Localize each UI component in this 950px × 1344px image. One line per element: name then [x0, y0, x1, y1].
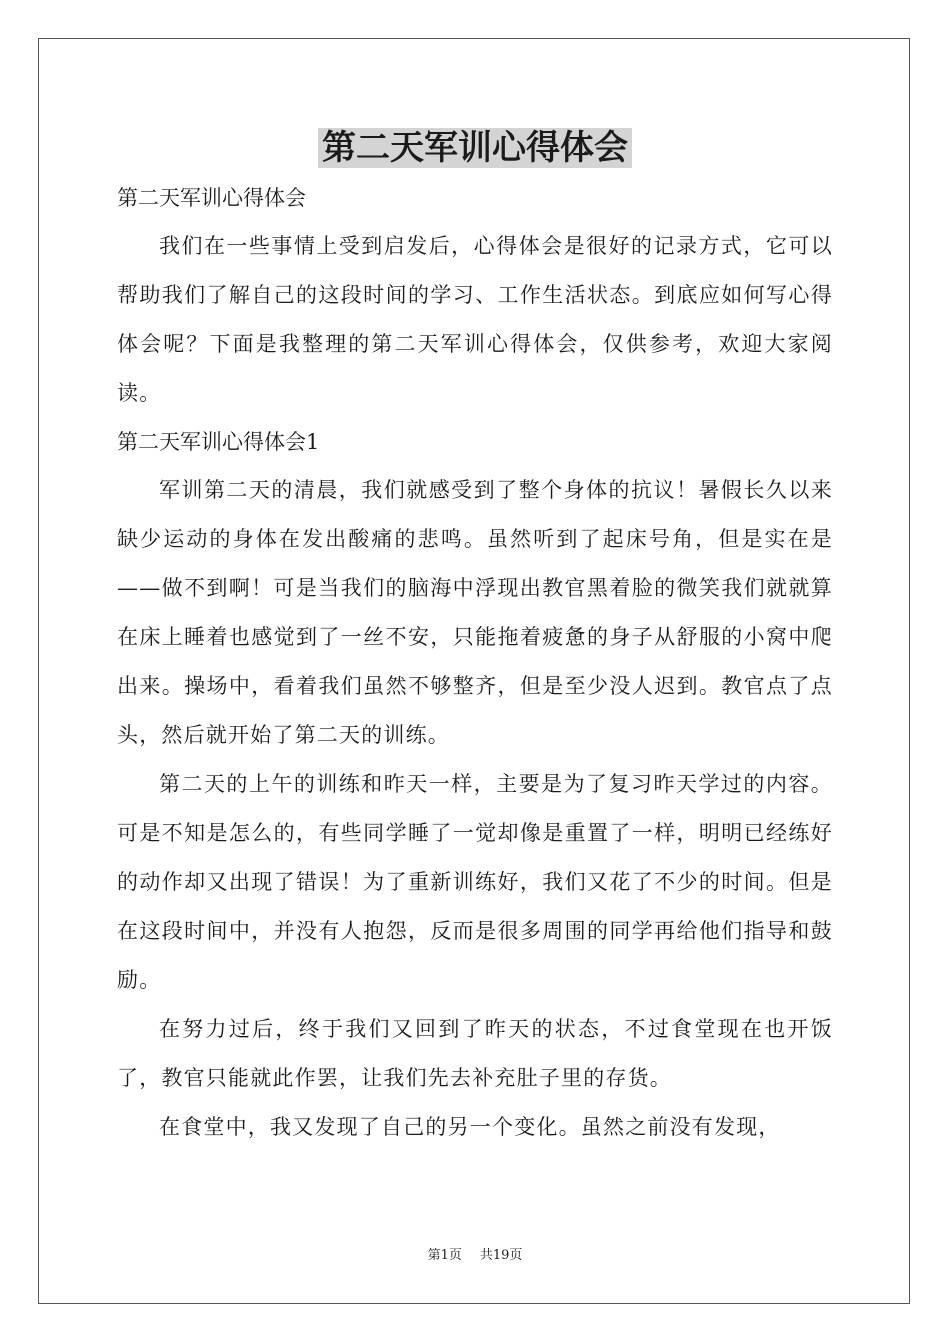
page-number: 第1页 [427, 1248, 462, 1263]
page-footer [0, 1247, 950, 1265]
document-title [0, 122, 950, 174]
intro-paragraph: 我们在一些事情上受到启发后，心得体会是很好的记录方式，它可以帮助我们了解自己的这段时间的学习、工作生活状态。到底应如何写心得体会呢？下面是我整理的第二天军训心得体会，仅供参考，欢迎大家阅读。 [117, 234, 833, 405]
document-title-text: 第二天军训心得体会 [318, 128, 632, 168]
body-paragraph-3: 在努力过后，终于我们又回到了昨天的状态，不过食堂现在也开饭了，教官只能就此作罢，让我们先去补充肚子里的存货。 [117, 1017, 833, 1090]
body-paragraph-2: 第二天的上午的训练和昨天一样，主要是为了复习昨天学过的内容。可是不知是怎么的，有些同学睡了一觉却像是重置了一样，明明已经练好的动作却又出现了错误！为了重新训练好，我们又花了不少的时间。但是在这段时间中，并没有人抱怨，反而是很多周围的同学再给他们指导和鼓励。 [117, 772, 833, 992]
section-heading: 第二天军训心得体会1 [117, 430, 320, 454]
body-paragraph-4: 在食堂中，我又发现了自己的另一个变化。虽然之前没有发现， [159, 1115, 781, 1139]
document-body [117, 180, 833, 1152]
page-total: 共19页 [479, 1248, 523, 1263]
body-paragraph-1: 军训第二天的清晨，我们就感受到了整个身体的抗议！暑假长久以来缺少运动的身体在发出酸痛的悲鸣。虽然听到了起床号角，但是实在是——做不到啊！可是当我们的脑海中浮现出教官黑着脸的微笑我们就就算在床上睡着也感觉到了一丝不安，只能拖着疲惫的身子从舒服的小窝中爬出来。操场中，看着我们虽然不够整齐，但是至少没人迟到。教官点了点头，然后就开始了第二天的训练。 [117, 478, 833, 747]
intro-heading: 第二天军训心得体会 [117, 186, 306, 210]
